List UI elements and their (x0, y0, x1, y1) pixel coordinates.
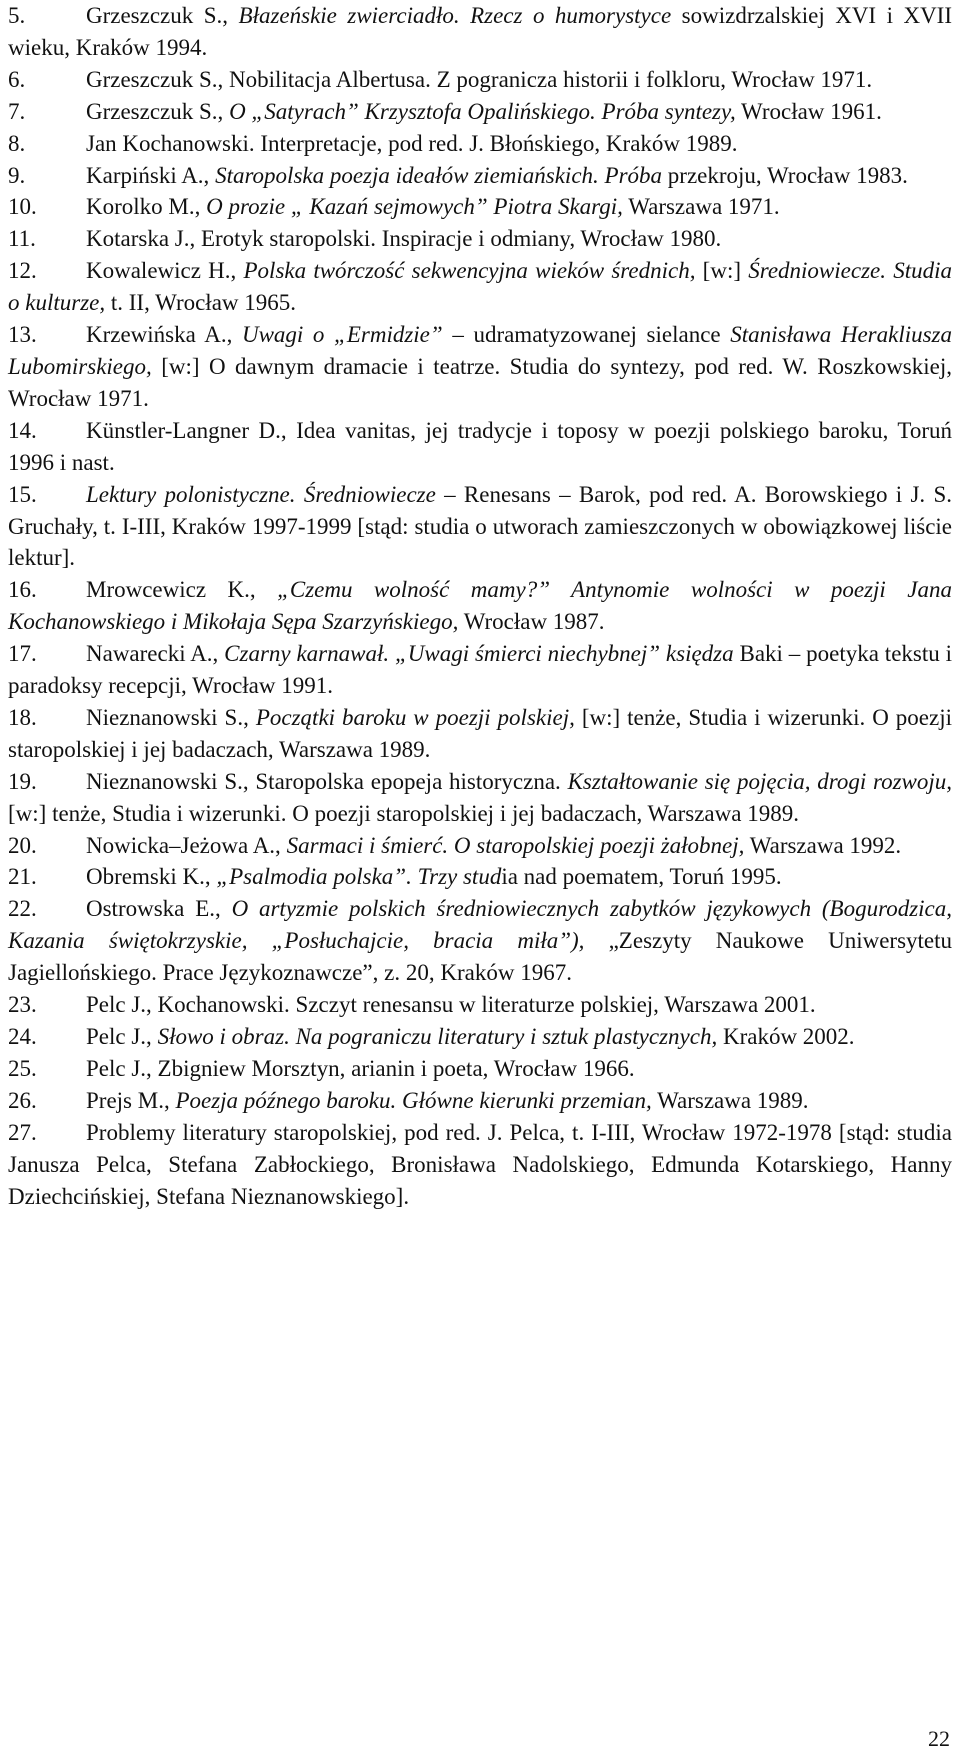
bibliography-entry (8, 893, 952, 989)
entry-title-italic: „Psalmodia polska”. Trzy stud (216, 864, 502, 890)
entry-number: 18. (8, 704, 37, 730)
entry-title-italic: O prozie „ Kazań sejmowych” Piotra Skargi, (206, 194, 623, 220)
entry-text: Wrocław 1961. (735, 98, 882, 124)
entry-text: ia nad poematem, Toruń 1995. (501, 864, 782, 890)
bibliography-entry (8, 128, 952, 160)
entry-title-italic: O artyzmie polskich średniowiecznych zabytków językowych (Bogurodzica, Kazania świętokrzyskie, „Posłuchajcie, bracia miła”), (8, 896, 952, 954)
entry-text: Grzeszczuk S., Nobilitacja Albertusa. Z pogranicza historii i folkloru, Wrocław 1971. (86, 66, 873, 92)
entry-text: Künstler-Langner D., Idea vanitas, jej tradycje i toposy w poezji polskiego baroku, Toruń 1996 i nast. (8, 417, 952, 475)
bibliography-entry (8, 0, 952, 64)
bibliography-entry (8, 861, 952, 893)
entry-number: 7. (8, 98, 26, 124)
entry-text: Nowicka–Jeżowa A., (86, 832, 287, 858)
entry-text: Baki – poetyka tekstu i paradoksy recepcji, Wrocław 1991. (8, 641, 952, 699)
entry-text: [w:] tenże, Studia i wizerunki. O poezji staropolskiej i jej badaczach, Warszawa 1989. (8, 800, 799, 826)
entry-title-italic: Czarny karnawał. „Uwagi śmierci niechybnej” księdza (224, 641, 734, 667)
entry-text: – udramatyzowanej sielance (442, 322, 731, 348)
bibliography-entry (8, 96, 952, 128)
entry-text: Kotarska J., Erotyk staropolski. Inspiracje i odmiany, Wrocław 1980. (86, 226, 722, 252)
entry-number: 25. (8, 1055, 37, 1081)
bibliography-entry (8, 1117, 952, 1213)
entry-text: Ostrowska E., (86, 896, 232, 922)
entry-number: 11. (8, 226, 36, 252)
bibliography-entry (8, 702, 952, 766)
entry-title-italic: Słowo i obraz. Na pograniczu literatury i sztuk plastycznych, (157, 1024, 718, 1049)
entry-number: 14. (8, 417, 37, 443)
entry-text: Karpiński A., (86, 162, 216, 188)
entry-text: Mrowcewicz K., (86, 577, 278, 603)
entry-number: 10. (8, 194, 37, 220)
bibliography-entry (8, 1053, 952, 1085)
entry-title-italic: „Czemu wolność mamy?” Antynomie wolności w poezji Jana Kochanowskiego i Mikołaja Sępa Szarzyńskiego, (8, 577, 952, 635)
entry-number: 26. (8, 1087, 37, 1113)
entry-text: Nieznanowski S., (86, 704, 256, 730)
entry-text: – Renesans – Barok, pod red. A. Borowskiego i J. S. Gruchały, t. I-III, Kraków 1997-1999 [stąd: studia o utworach zamieszczonych w obowiązkowej liście lektur]. (8, 481, 952, 571)
bibliography-list (8, 0, 952, 1212)
entry-title-italic: Polska twórczość sekwencyjna wieków średnich, (243, 258, 696, 284)
entry-title-italic: Początki baroku w poezji polskiej, (255, 704, 575, 730)
bibliography-entry (8, 1021, 952, 1053)
entry-title-italic: Stanisława Herakliusza Lubomirskiego, (8, 322, 952, 379)
bibliography-entry (8, 638, 952, 702)
bibliography-entry (8, 415, 952, 479)
entry-title-italic: Błazeńskie zwierciadło. Rzecz o humorystyce (238, 3, 672, 28)
entry-number: 5. (8, 3, 26, 28)
entry-text: Obremski K., (86, 864, 217, 890)
bibliography-entry (8, 223, 952, 255)
entry-number: 27. (8, 1119, 37, 1145)
entry-text: [w:] tenże, Studia i wizerunki. O poezji staropolskiej i jej badaczach, Warszawa 1989. (8, 704, 952, 762)
entry-number: 9. (8, 162, 26, 188)
entry-number: 22. (8, 896, 37, 922)
entry-text: Pelc J., Zbigniew Morsztyn, arianin i poeta, Wrocław 1966. (86, 1055, 635, 1081)
entry-title-italic: O „Satyrach” Krzysztofa Opalińskiego. Próba syntezy, (229, 98, 736, 124)
bibliography-entry (8, 255, 952, 319)
entry-text: Warszawa 1989. (651, 1087, 809, 1113)
entry-text: Grzeszczuk S., (86, 3, 239, 28)
entry-number: 23. (8, 992, 37, 1018)
entry-text: Wrocław 1987. (458, 609, 605, 635)
entry-number: 6. (8, 66, 26, 92)
bibliography-entry (8, 479, 952, 575)
entry-number: 13. (8, 322, 37, 348)
entry-number: 12. (8, 258, 37, 284)
entry-number: 19. (8, 768, 37, 794)
entry-title-italic: Kształtowanie się pojęcia, drogi rozwoju, (567, 768, 952, 794)
entry-text: Warszawa 1992. (744, 832, 902, 858)
entry-number: 15. (8, 481, 37, 507)
entry-number: 20. (8, 832, 37, 858)
bibliography-entry (8, 160, 952, 192)
entry-text: sowizdrzalskiej XVI i XVII wieku, Kraków 1994. (8, 3, 952, 60)
entry-text: [w:] O dawnym dramacie i teatrze. Studia do syntezy, pod red. W. Roszkowskiej, Wrocław 1971. (8, 353, 952, 411)
entry-text: Problemy literatury staropolskiej, pod red. J. Pelca, t. I-III, Wrocław 1972-1978 [stąd: studia Janusza Pelca, Stefana Zabłockiego, Bronisława Nadolskiego, Edmunda Kotarskiego, Hanny Dziechcińskiej, Stefana Nieznanowskiego]. (8, 1119, 952, 1209)
entry-number: 21. (8, 864, 37, 890)
entry-text: Nawarecki A., (86, 641, 225, 667)
page-number: 22 (928, 1726, 950, 1751)
entry-text: Grzeszczuk S., (86, 98, 230, 124)
entry-title-italic: Sarmaci i śmierć. O staropolskiej poezji żałobnej, (286, 832, 745, 858)
entry-text: Korolko M., (86, 194, 207, 220)
bibliography-entry (8, 574, 952, 638)
entry-text: Jan Kochanowski. Interpretacje, pod red. J. Błońskiego, Kraków 1989. (86, 130, 738, 156)
entry-text: [w:] (695, 258, 749, 284)
entry-text: Kraków 2002. (717, 1024, 855, 1049)
entry-title-italic: Lektury polonistyczne. Średniowiecze (86, 481, 436, 507)
entry-text: Pelc J., Kochanowski. Szczyt renesansu w literaturze polskiej, Warszawa 2001. (86, 992, 816, 1018)
entry-text: Warszawa 1971. (622, 194, 780, 220)
entry-number: 8. (8, 130, 26, 156)
entry-text: Krzewińska A., (86, 322, 242, 348)
entry-title-italic: Poezja późnego baroku. Główne kierunki przemian, (175, 1087, 652, 1113)
bibliography-entry (8, 989, 952, 1021)
entry-text: t. II, Wrocław 1965. (105, 290, 297, 316)
entry-number: 16. (8, 577, 37, 603)
bibliography-entry (8, 766, 952, 830)
entry-title-italic: Staropolska poezja ideałów ziemiańskich. Próba (215, 162, 663, 188)
entry-text: Pelc J., (86, 1024, 158, 1049)
entry-text: Prejs M., (86, 1087, 176, 1113)
bibliography-entry (8, 1085, 952, 1117)
entry-text: „Zeszyty Naukowe Uniwersytetu Jagiellońskiego. Prace Językoznawcze”, z. 20, Kraków 1967. (8, 928, 953, 986)
entry-number: 17. (8, 641, 37, 667)
entry-title-italic: Średniowiecze. Studia o kulturze, (8, 258, 952, 316)
entry-text: Nieznanowski S., Staropolska epopeja historyczna. (86, 768, 568, 794)
entry-number: 24. (8, 1024, 37, 1049)
bibliography-entry (8, 191, 952, 223)
bibliography-entry (8, 319, 952, 415)
bibliography-entry (8, 830, 952, 862)
entry-text: Kowalewicz H., (86, 258, 244, 284)
bibliography-entry (8, 64, 952, 96)
entry-text: przekroju, Wrocław 1983. (662, 162, 908, 188)
entry-title-italic: Uwagi o „Ermidzie” (241, 322, 443, 348)
